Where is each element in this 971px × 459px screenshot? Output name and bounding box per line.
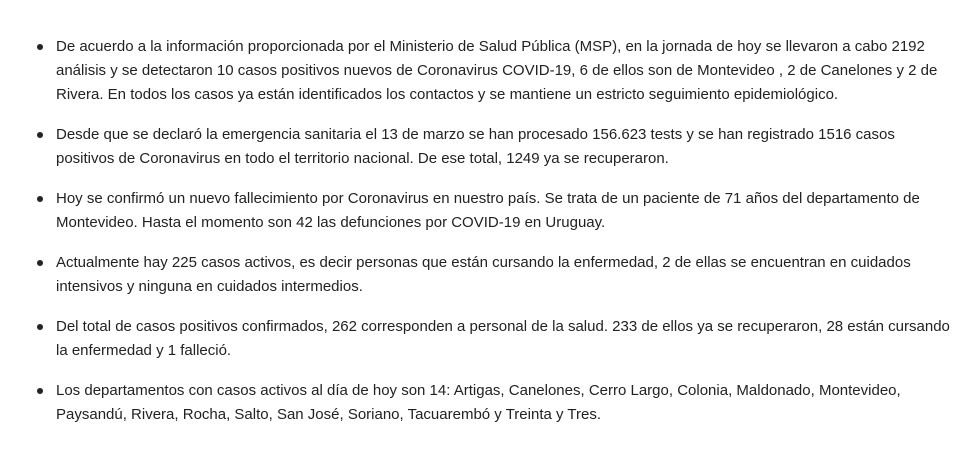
list-item-text: Hoy se confirmó un nuevo fallecimiento por Coronavirus en nuestro país. Se trata de un paciente de 71 años del departamento de Montevideo. Hasta el momento son 42 las defunciones por COVID-19 en Uruguay.: [56, 190, 920, 231]
bullet-icon: [37, 388, 43, 394]
bullet-icon: [37, 132, 43, 138]
list-item-text: De acuerdo a la información proporcionada por el Ministerio de Salud Pública (MSP), en la jornada de hoy se llevaron a cabo 2192 análisis y se detectaron 10 casos positivos nuevos de Coronavirus COVID-19, 6 de ellos son de Montevideo , 2 de Canelones y 2 de Rivera. En todos los casos ya están identificados los contactos y se mantiene un estricto seguimiento epidemiológico.: [56, 38, 938, 103]
bullet-icon: [37, 196, 43, 202]
list-item: [0, 379, 971, 427]
list-item-text: Del total de casos positivos confirmados, 262 corresponden a personal de la salud. 233 de ellos ya se recuperaron, 28 están cursando la enfermedad y 1 falleció.: [56, 318, 950, 359]
list-item: [0, 187, 971, 235]
list-item-text: Los departamentos con casos activos al día de hoy son 14: Artigas, Canelones, Cerro Largo, Colonia, Maldonado, Montevideo, Paysandú, Rivera, Rocha, Salto, San José, Soriano, Tacuarembó y Treinta y Tres.: [56, 382, 901, 423]
list-item: [0, 315, 971, 363]
list-item: [0, 123, 971, 171]
list-item-text: Desde que se declaró la emergencia sanitaria el 13 de marzo se han procesado 156.623 tests y se han registrado 1516 casos positivos de Coronavirus en todo el territorio nacional. De ese total, 1249 ya se recuperaron.: [56, 126, 895, 167]
bullet-list: [0, 35, 971, 443]
list-item-text: Actualmente hay 225 casos activos, es decir personas que están cursando la enfermedad, 2 de ellas se encuentran en cuidados intensivos y ninguna en cuidados intermedios.: [56, 254, 911, 295]
bullet-icon: [37, 44, 43, 50]
list-item: [0, 35, 971, 107]
bullet-icon: [37, 260, 43, 266]
bullet-icon: [37, 324, 43, 330]
list-item: [0, 251, 971, 299]
